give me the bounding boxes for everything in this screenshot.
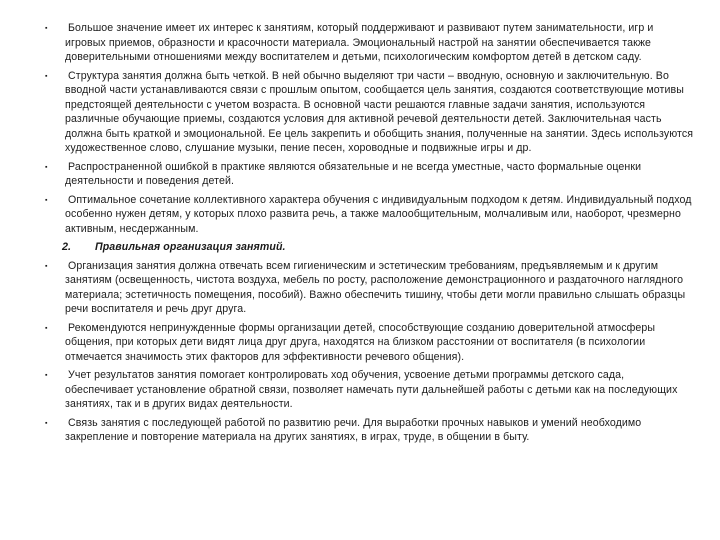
- bullet-square-icon: ▪: [45, 262, 48, 270]
- bullet-text: Учет результатов занятия помогает контролировать ход обучения, усвоение детьми программы детского сада, обеспечивает установление обратной связи, позволяет намечать пути дальнейшей работы с детьми как на последующих занятиях, так и в других видах деятельности.: [65, 369, 678, 410]
- bullet-item: [45, 21, 694, 65]
- bullet-square-icon: ▪: [45, 25, 48, 32]
- bullet-item: [45, 368, 694, 412]
- heading-number: 2.: [62, 241, 72, 253]
- bullet-text: Большое значение имеет их интерес к занятиям, который поддерживают и развивают путем занимательности, игр и игровых приемов, образности и красочности материала. Эмоциональный настрой на занятии обеспечивается также доверительными отношениями между воспитателем и детьми, психологическим комфортом детей в детском саду.: [65, 22, 654, 63]
- bullet-text: Организация занятия должна отвечать всем гигиеническим и эстетическим требованиям, предъявляемым и к другим занятиям (освещенность, чистота воздуха, мебель по росту, расположение демонстрационного и раздаточного наглядного материала; эстетичность помещения, пособий). Важно обеспечить тишину, чтобы дети могли правильно слышать образцы речи воспитателя и речь друг друга.: [65, 259, 686, 315]
- bullet-square-icon: ▪: [45, 324, 48, 332]
- bullet-text: Структура занятия должна быть четкой. В ней обычно выделяют три части – вводную, основную и заключительную. Во вводной части устанавливаются связи с прошлым опытом, сообщается цель занятия, создаются соответствующие мотивы предстоящей деятельности с учетом возраста. В основной части решаются главные задачи занятия, используются различные обучающие приемы, создаются условия для активной речевой деятельности детей. Заключительная часть должна быть краткой и эмоциональной. Ее цель закрепить и обобщить знания, полученные на занятии. Здесь используются художественное слово, слушание музыки, пение песен, хороводные и подвижные игры и др.: [65, 69, 694, 154]
- bullet-square-icon: ▪: [45, 196, 48, 204]
- bullet-text: Связь занятия с последующей работой по развитию речи. Для выработки прочных навыков и умений необходимо закрепление и повторение материала на других занятиях, в играх, труде, в общении в быту.: [65, 416, 642, 443]
- heading-text: Правильная организация занятий.: [95, 241, 286, 253]
- bullet-item: [45, 416, 694, 445]
- bullet-text: Распространенной ошибкой в практике являются обязательные и не всегда уместные, часто формальные оценки деятельности и поведения детей.: [65, 160, 642, 187]
- numbered-heading: [62, 240, 694, 255]
- bullet-item: [45, 321, 694, 365]
- bullet-item: [45, 193, 694, 237]
- bullet-square-icon: ▪: [45, 163, 48, 171]
- bullet-item: [45, 69, 694, 156]
- bullet-text: Оптимальное сочетание коллективного характера обучения с индивидуальным подходом к детям. Индивидуальный подход особенно нужен детям, у которых плохо развита речь, а также малообщительным, молчаливым или, наоборот, чрезмерно активным, несдержанным.: [65, 193, 692, 235]
- bullet-item: [45, 160, 694, 189]
- bullet-item: [45, 259, 694, 317]
- bullet-square-icon: ▪: [45, 419, 48, 427]
- bullet-square-icon: ▪: [45, 72, 48, 80]
- bullet-square-icon: ▪: [45, 372, 48, 379]
- bullet-text: Рекомендуются непринужденные формы организации детей, способствующие созданию доверительной атмосферы общения, при которых дети видят лица друг друга, находятся на близком расстоянии от воспитателя (в психологии отмечается значимость этих факторов для эффективности речевого общения).: [65, 321, 656, 363]
